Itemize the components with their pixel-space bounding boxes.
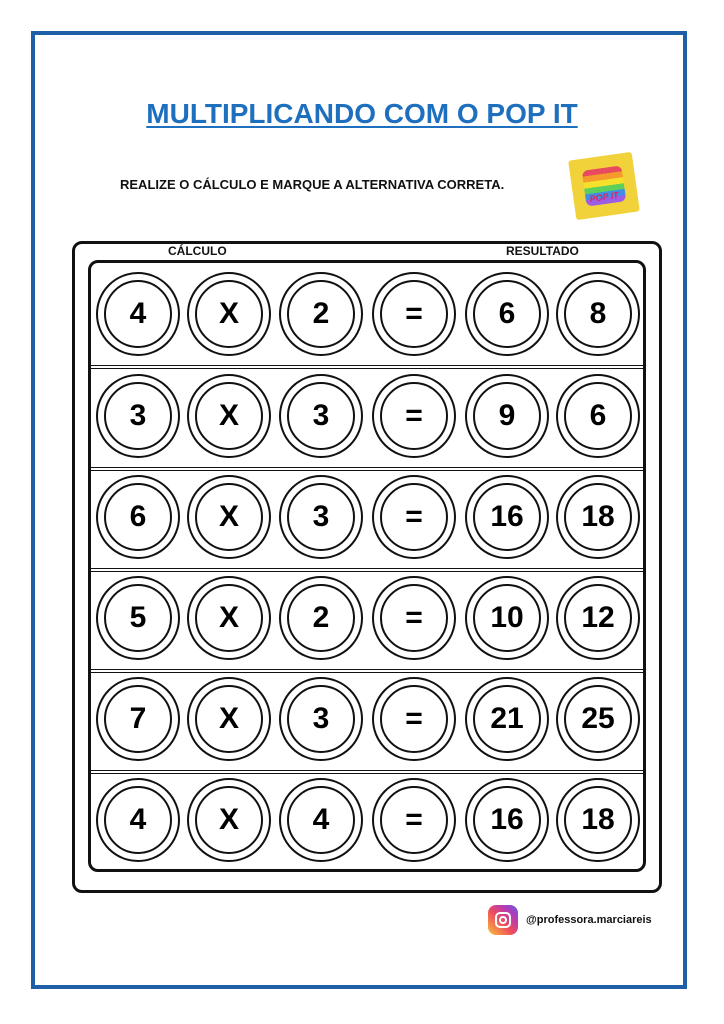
bubble-equals <box>372 374 456 458</box>
bubble-option-a[interactable] <box>465 475 549 559</box>
row-divider <box>88 467 646 473</box>
bubble-ring <box>564 280 632 348</box>
bubble-option-a[interactable] <box>465 576 549 660</box>
bubble-ring <box>564 584 632 652</box>
bubble-label: 6 <box>589 399 607 432</box>
bubble-operand-b <box>279 272 363 356</box>
bubble-label: 16 <box>490 803 524 836</box>
bubble-label: = <box>405 601 423 634</box>
bubble-option-b[interactable] <box>556 677 640 761</box>
bubble-label: X <box>218 601 239 634</box>
bubble-operand-a <box>96 374 180 458</box>
bubble-ring <box>287 685 355 753</box>
bubble-ring <box>104 382 172 450</box>
bubble-option-b[interactable] <box>556 576 640 660</box>
bubble-operator <box>187 475 271 559</box>
bubble-label: 18 <box>581 803 615 836</box>
bubble-ring <box>473 382 541 450</box>
bubble-ring <box>287 280 355 348</box>
bubble-option-a[interactable] <box>465 374 549 458</box>
bubble-ring <box>287 382 355 450</box>
row-divider <box>88 770 646 776</box>
bubble-label: X <box>218 702 239 735</box>
bubble-ring <box>380 786 448 854</box>
bubble-option-b[interactable] <box>556 374 640 458</box>
bubble-ring <box>380 483 448 551</box>
bubble-operand-b <box>279 576 363 660</box>
bubble-operand-a <box>96 677 180 761</box>
bubble-ring <box>380 685 448 753</box>
bubble-ring <box>104 584 172 652</box>
bubble-operand-a <box>96 778 180 862</box>
bubble-label: 6 <box>498 297 516 330</box>
bubble-operand-b <box>279 475 363 559</box>
bubble-ring <box>473 584 541 652</box>
bubble-equals <box>372 475 456 559</box>
pop-it-logo <box>568 152 640 220</box>
bubble-label: = <box>405 500 423 533</box>
bubble-label: 3 <box>312 702 330 735</box>
bubble-label: = <box>405 803 423 836</box>
bubble-label: 4 <box>129 803 147 836</box>
bubble-equals <box>372 272 456 356</box>
header-calculo: CÁLCULO <box>168 244 227 258</box>
bubble-ring <box>287 786 355 854</box>
bubble-ring <box>380 584 448 652</box>
pop-it-grid <box>88 260 646 872</box>
bubble-label: X <box>218 399 239 432</box>
bubble-label: X <box>218 500 239 533</box>
bubble-operand-a <box>96 576 180 660</box>
row-divider <box>88 568 646 574</box>
bubble-label: 4 <box>129 297 147 330</box>
credit-handle: @professora.marciareis <box>526 914 652 926</box>
instagram-icon <box>488 905 518 935</box>
bubble-label: 8 <box>589 297 607 330</box>
bubble-equals <box>372 778 456 862</box>
page-title: MULTIPLICANDO COM O POP IT <box>146 98 578 129</box>
bubble-operator <box>187 778 271 862</box>
bubble-label: 25 <box>581 702 615 735</box>
row-divider <box>88 365 646 371</box>
bubble-ring <box>380 382 448 450</box>
bubble-label: 7 <box>129 702 147 735</box>
bubble-label: = <box>405 702 423 735</box>
bubble-label: 6 <box>129 500 147 533</box>
bubble-ring <box>104 786 172 854</box>
header-resultado: RESULTADO <box>506 244 579 258</box>
bubble-label: = <box>405 399 423 432</box>
bubble-ring <box>564 382 632 450</box>
bubble-ring <box>380 280 448 348</box>
bubble-ring <box>473 685 541 753</box>
bubble-option-b[interactable] <box>556 778 640 862</box>
bubble-ring <box>287 584 355 652</box>
bubble-ring <box>473 280 541 348</box>
bubble-label: 2 <box>312 601 330 634</box>
pop-it-logo-text: POP IT <box>588 190 620 205</box>
bubble-operand-a <box>96 475 180 559</box>
instruction-text: REALIZE O CÁLCULO E MARQUE A ALTERNATIVA CORRETA. <box>120 177 505 192</box>
bubble-ring <box>564 685 632 753</box>
pop-it-toy-icon <box>582 165 627 206</box>
bubble-ring <box>564 786 632 854</box>
bubble-ring <box>195 786 263 854</box>
bubble-ring <box>195 483 263 551</box>
bubble-ring <box>104 483 172 551</box>
bubble-ring <box>104 280 172 348</box>
bubble-label: 4 <box>312 803 330 836</box>
row-divider <box>88 669 646 675</box>
bubble-equals <box>372 576 456 660</box>
bubble-ring <box>473 483 541 551</box>
bubble-ring <box>104 685 172 753</box>
bubble-operator <box>187 576 271 660</box>
bubble-option-a[interactable] <box>465 272 549 356</box>
bubble-ring <box>473 786 541 854</box>
bubble-ring <box>195 584 263 652</box>
bubble-ring <box>564 483 632 551</box>
bubble-label: 3 <box>312 399 330 432</box>
bubble-label: 18 <box>581 500 615 533</box>
bubble-option-a[interactable] <box>465 778 549 862</box>
bubble-operand-b <box>279 778 363 862</box>
bubble-operand-a <box>96 272 180 356</box>
bubble-ring <box>195 382 263 450</box>
bubble-label: 21 <box>490 702 524 735</box>
bubble-label: X <box>218 803 239 836</box>
bubble-operand-b <box>279 374 363 458</box>
bubble-label: 12 <box>581 601 615 634</box>
bubble-operator <box>187 677 271 761</box>
bubble-operator <box>187 374 271 458</box>
bubble-ring <box>195 280 263 348</box>
bubble-label: = <box>405 297 423 330</box>
bubble-label: 9 <box>498 399 516 432</box>
bubble-label: 3 <box>129 399 147 432</box>
bubble-label: 5 <box>129 601 147 634</box>
bubble-ring <box>195 685 263 753</box>
bubble-operator <box>187 272 271 356</box>
bubble-label: 3 <box>312 500 330 533</box>
bubble-option-b[interactable] <box>556 272 640 356</box>
bubble-operand-b <box>279 677 363 761</box>
bubble-label: X <box>218 297 239 330</box>
bubble-option-b[interactable] <box>556 475 640 559</box>
bubble-label: 16 <box>490 500 524 533</box>
bubble-label: 2 <box>312 297 330 330</box>
bubble-equals <box>372 677 456 761</box>
bubble-option-a[interactable] <box>465 677 549 761</box>
bubble-ring <box>287 483 355 551</box>
credit <box>488 903 652 937</box>
bubble-label: 10 <box>490 601 524 634</box>
